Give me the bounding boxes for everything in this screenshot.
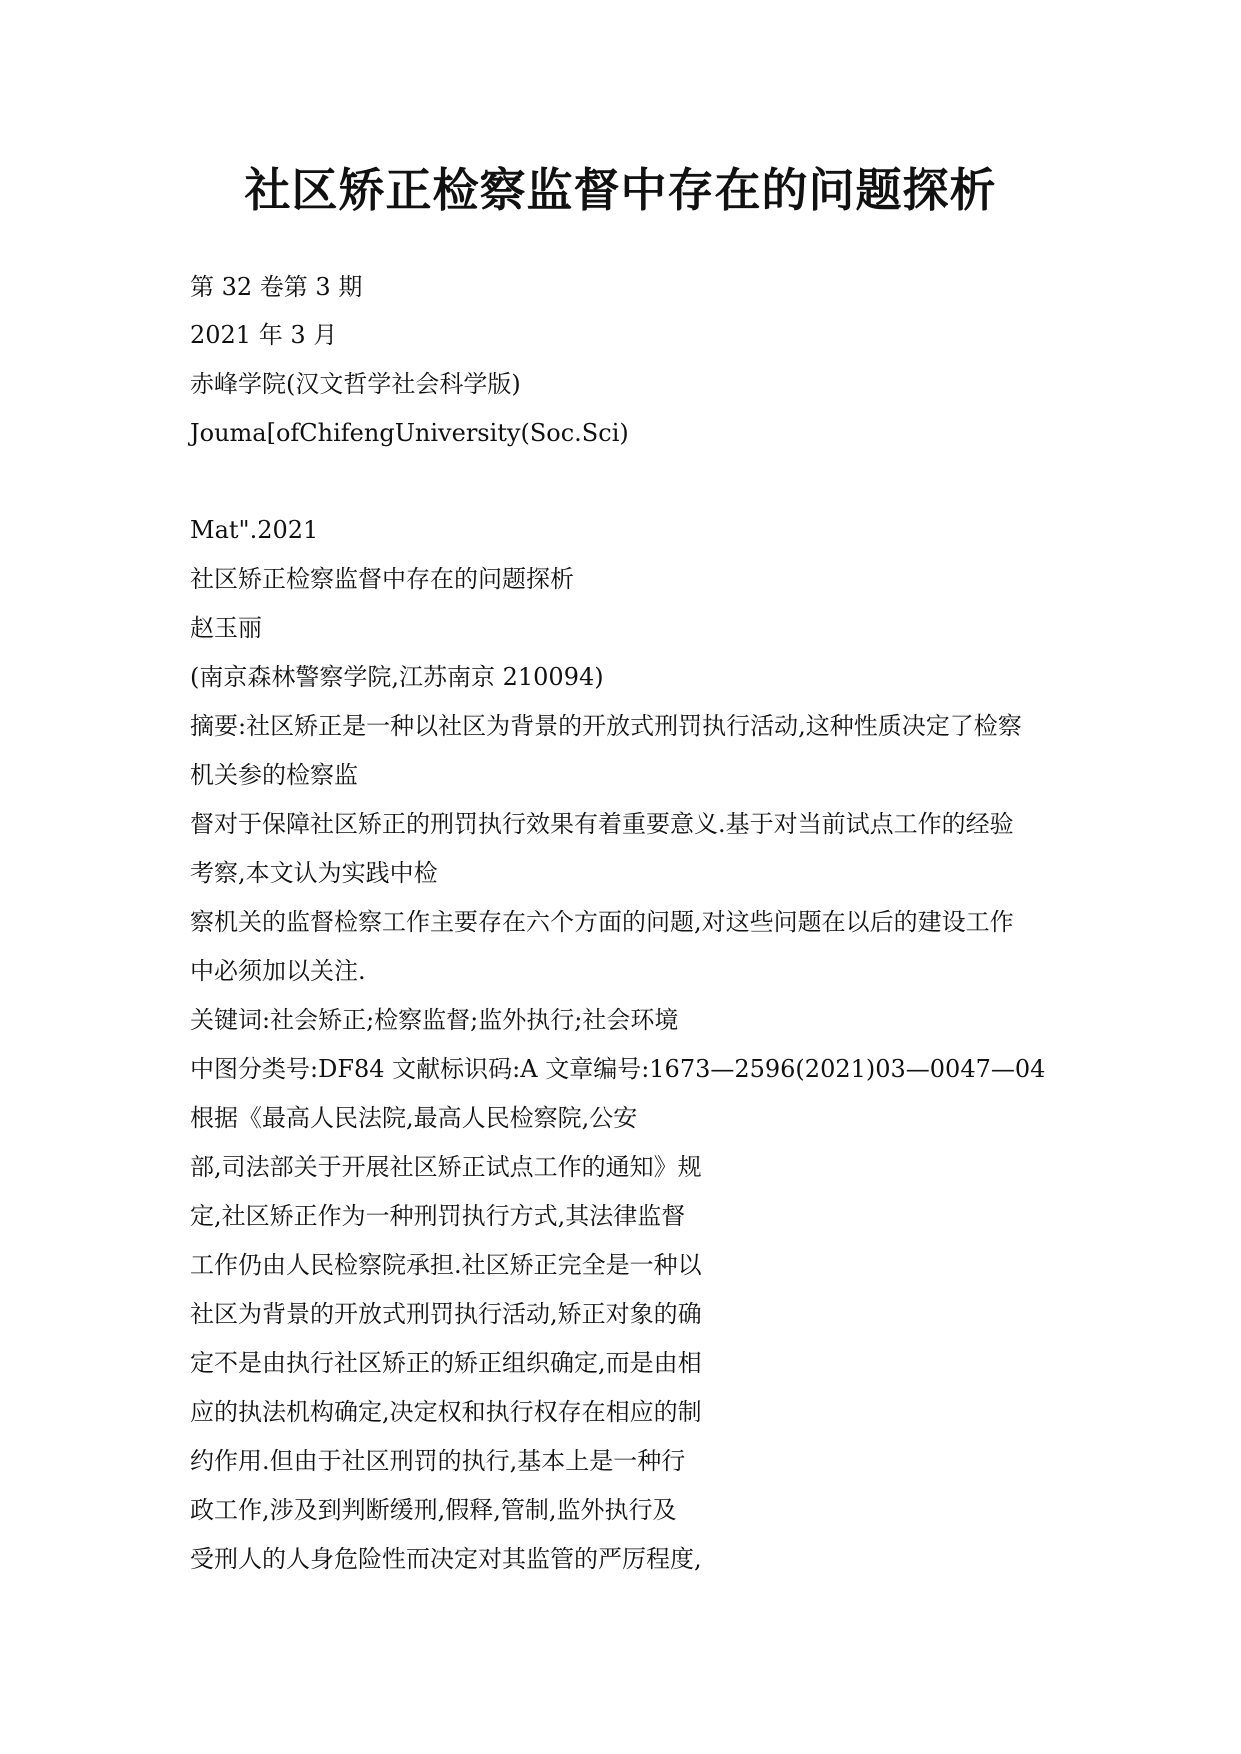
body-line: 约作用.但由于社区刑罚的执行,基本上是一种行 bbox=[190, 1447, 686, 1475]
body-line: 根据《最高人民法院,最高人民检察院,公安 bbox=[190, 1104, 638, 1132]
abstract-line: 摘要:社区矫正是一种以社区为背景的开放式刑罚执行活动,这种性质决定了检察 bbox=[190, 712, 1022, 740]
author-name: 赵玉丽 bbox=[190, 614, 262, 642]
body-line: 社区为背景的开放式刑罚执行活动,矫正对象的确 bbox=[190, 1300, 702, 1328]
volume-issue: 第 32 卷第 3 期 bbox=[190, 273, 363, 301]
journal-name-cn: 赤峰学院(汉文哲学社会科学版) bbox=[190, 370, 521, 398]
date-en: Mat".2021 bbox=[190, 516, 319, 544]
body-line: 定不是由执行社区矫正的矫正组织确定,而是由相 bbox=[190, 1349, 702, 1377]
body-line: 应的执法机构确定,决定权和执行权存在相应的制 bbox=[190, 1398, 702, 1426]
publication-date: 2021 年 3 月 bbox=[190, 321, 338, 349]
article-title-repeat: 社区矫正检察监督中存在的问题探析 bbox=[190, 565, 574, 593]
body-line: 政工作,涉及到判断缓刑,假释,管制,监外执行及 bbox=[190, 1496, 677, 1524]
body-line: 部,司法部关于开展社区矫正试点工作的通知》规 bbox=[190, 1153, 702, 1181]
abstract-line: 察机关的监督检察工作主要存在六个方面的问题,对这些问题在以后的建设工作 bbox=[190, 908, 1014, 936]
abstract-line: 督对于保障社区矫正的刑罚执行效果有着重要意义.基于对当前试点工作的经验 bbox=[190, 810, 1014, 838]
body-line: 受刑人的人身危险性而决定对其监管的严厉程度, bbox=[190, 1545, 702, 1573]
abstract-line: 机关参的检察监 bbox=[190, 761, 358, 789]
keywords: 关键词:社会矫正;检察监督;监外执行;社会环境 bbox=[190, 1006, 679, 1034]
classification-codes: 中图分类号:DF84 文献标识码:A 文章编号:1673—2596(2021)03—0047—04 bbox=[190, 1055, 1046, 1083]
abstract-line: 考察,本文认为实践中检 bbox=[190, 859, 438, 887]
body-line: 定,社区矫正作为一种刑罚执行方式,其法律监督 bbox=[190, 1202, 686, 1230]
author-affiliation: (南京森林警察学院,江苏南京 210094) bbox=[190, 663, 604, 691]
abstract-line: 中必须加以关注. bbox=[190, 957, 366, 985]
journal-name-en: Jouma[ofChifengUniversity(Soc.Sci) bbox=[190, 419, 629, 447]
body-line: 工作仍由人民检察院承担.社区矫正完全是一种以 bbox=[190, 1251, 702, 1279]
document-title: 社区矫正检察监督中存在的问题探析 bbox=[244, 163, 997, 217]
